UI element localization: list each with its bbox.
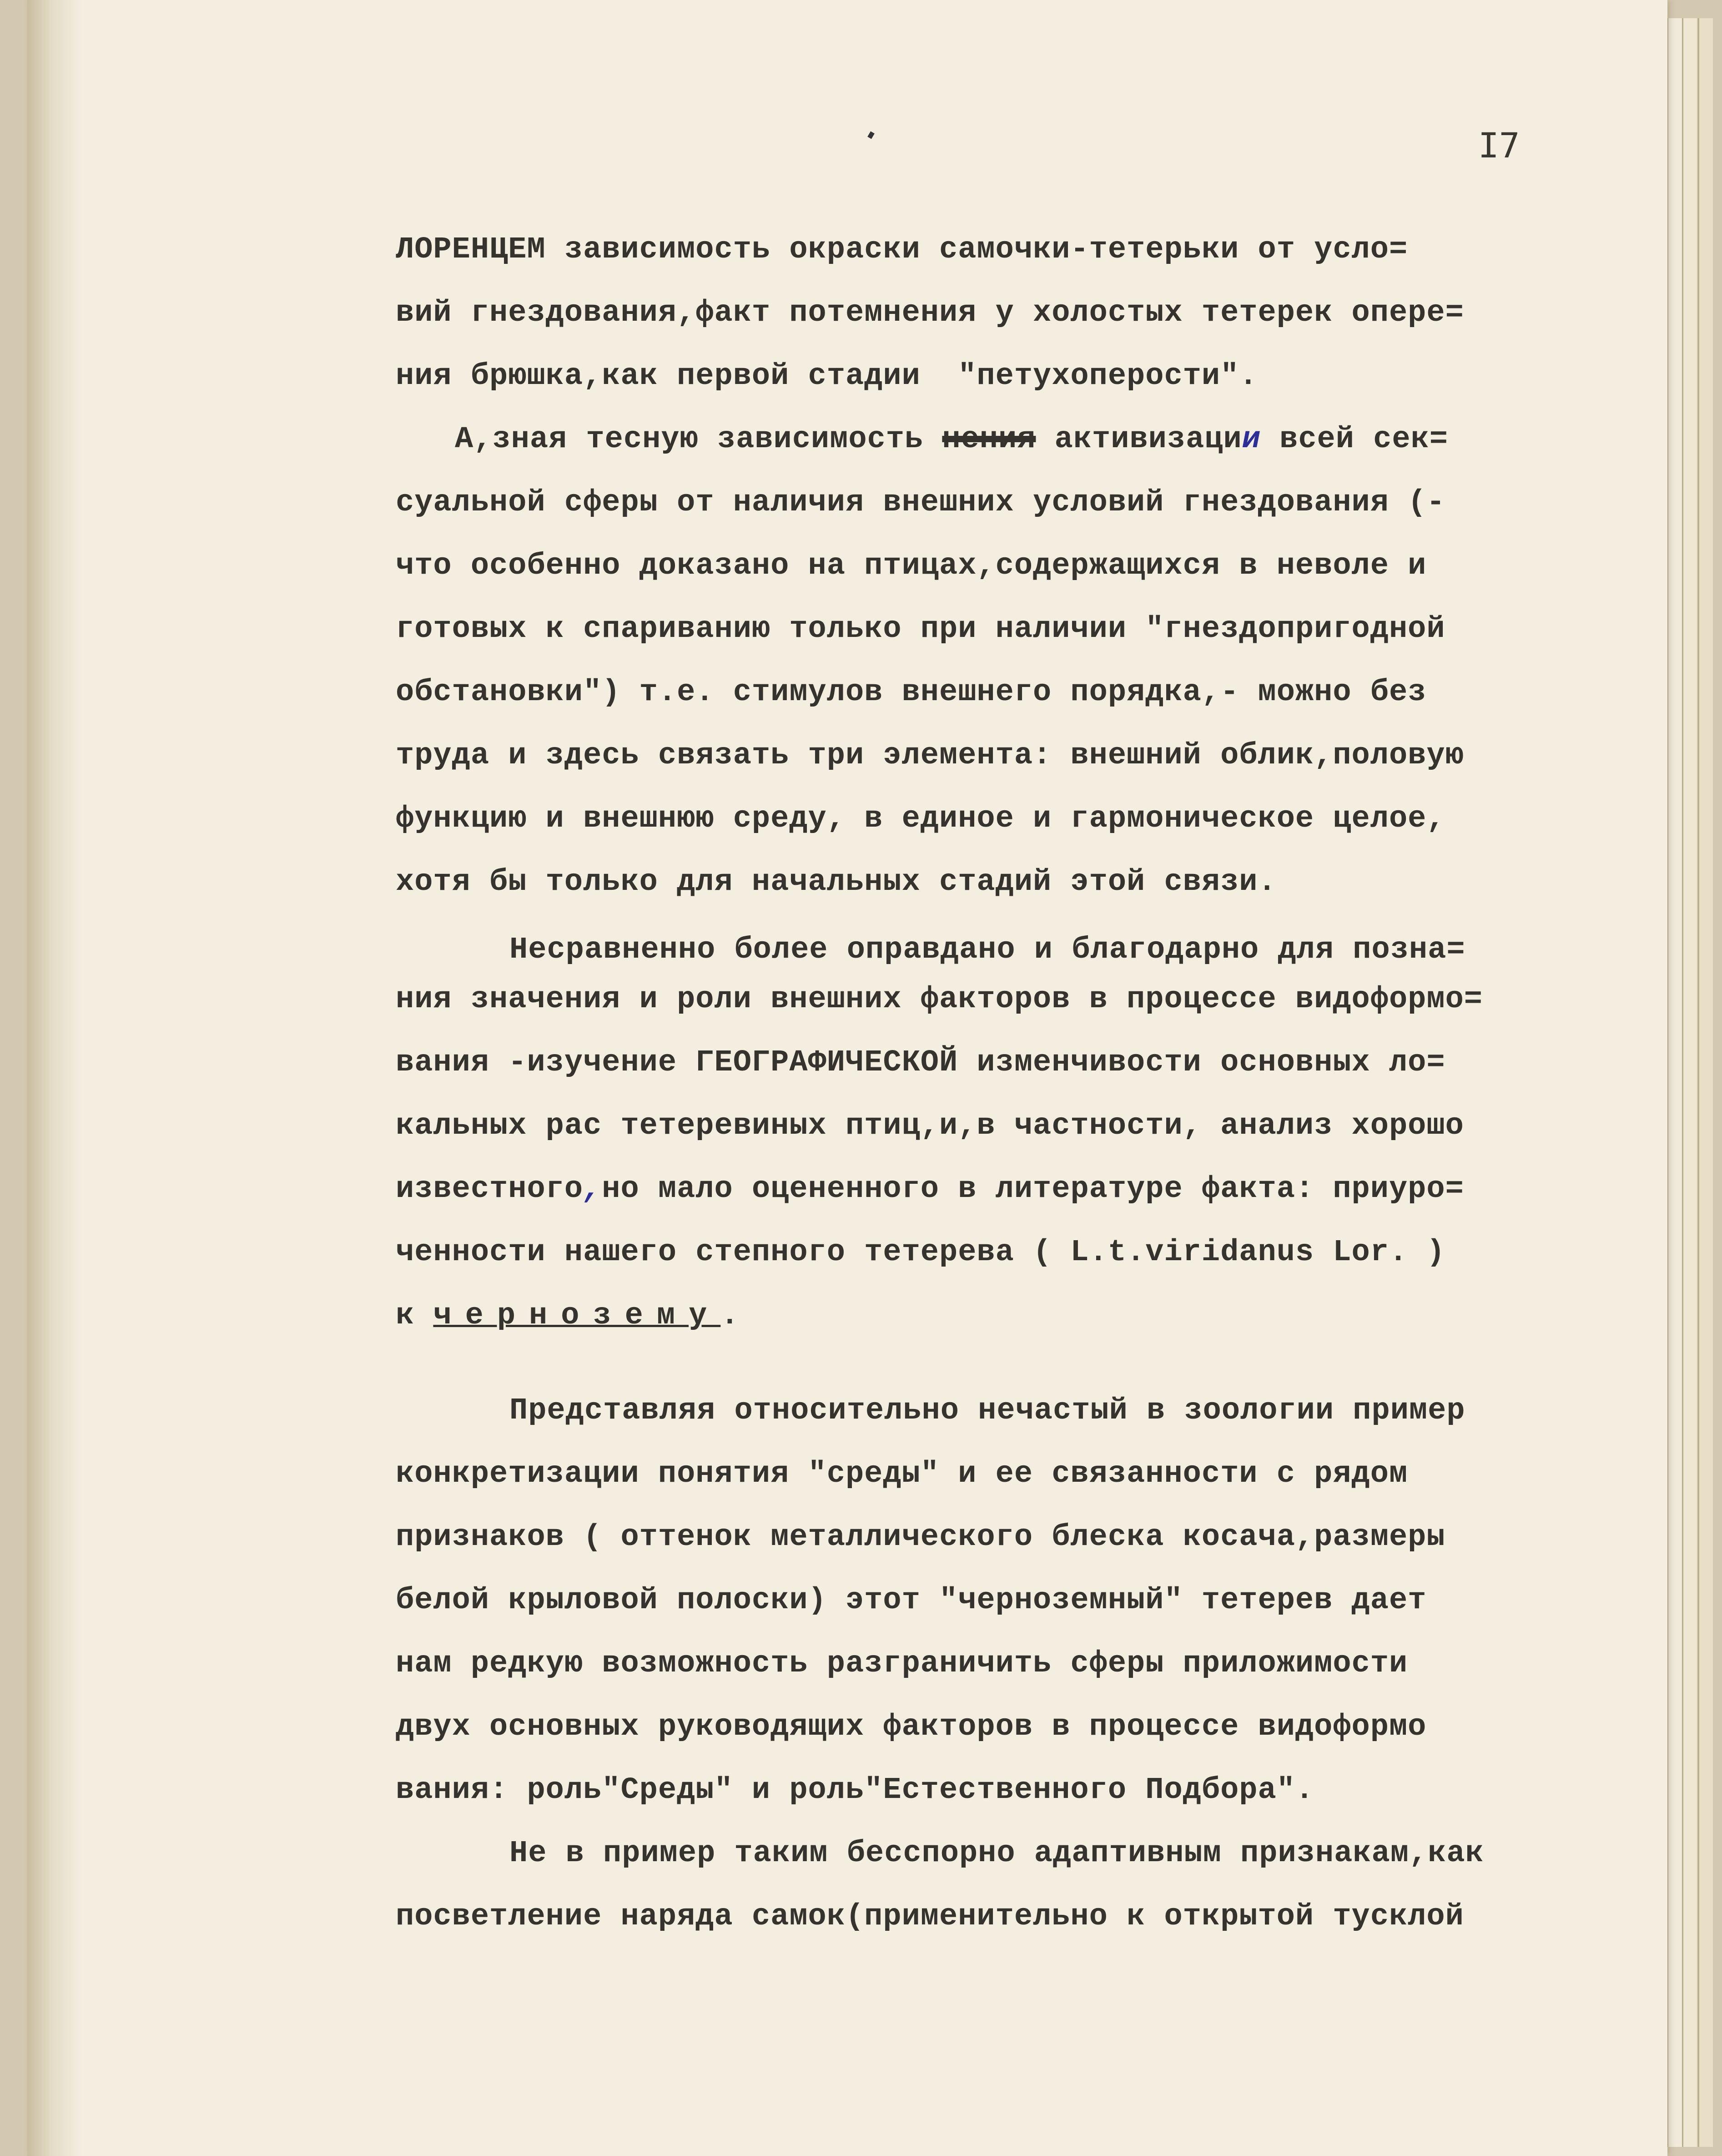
text-line: ния значения и роли внешних факторов в процессе видоформо= xyxy=(396,982,1483,1017)
text-line: Представляя относительно нечастый в зоологии пример xyxy=(509,1394,1465,1428)
emphasized-word: черноземy xyxy=(433,1298,721,1333)
text-segment: активизаци xyxy=(1036,422,1242,457)
text-segment: А,зная тесную зависимость xyxy=(455,422,924,457)
text-line: двух основных руководящих факторов в процессе видоформо xyxy=(396,1710,1427,1744)
text-line: функцию и внешнюю среду, в единое и гармоническое целое, xyxy=(396,802,1445,836)
text-segment: известного xyxy=(396,1172,584,1207)
text-line: готовых к спариванию только при наличии "гнездопригодной xyxy=(396,612,1445,646)
text-line: Не в пример таким бесспорно адаптивным признакам,как xyxy=(509,1836,1484,1871)
text-line: посветление наряда самок(применительно к открытой тусклой xyxy=(396,1899,1464,1934)
text-line: обстановки") т.е. стимулов внешнего порядка,- можно без xyxy=(396,675,1427,710)
text-segment: к xyxy=(396,1298,415,1333)
text-line: кальных рас тетеревиных птиц,и,в частности, анализ хорошо xyxy=(396,1109,1464,1143)
text-line: что особенно доказано на птицах,содержащихся в неволе и xyxy=(396,549,1427,583)
handwritten-comma: , xyxy=(583,1172,602,1207)
text-line: конкретизации понятия "среды" и ее связанности с рядом xyxy=(396,1457,1408,1491)
text-line: ния брюшка,как первой стадии "петухоперости". xyxy=(396,359,1258,394)
text-line: труда и здесь связать три элемента: внешний облик,половую xyxy=(396,738,1464,773)
text-line: ченности нашего степного тетерева ( L.t.viridanus Lor. ) xyxy=(396,1235,1445,1270)
text-segment: всей сек= xyxy=(1260,422,1449,457)
text-line: вания: роль"Среды" и роль"Естественного Подбора". xyxy=(396,1773,1314,1808)
struck-word: нения xyxy=(942,422,1036,457)
text-line: вий гнездования,факт потемнения у холостых тетерек опере= xyxy=(396,296,1464,330)
page-edge xyxy=(1698,18,1713,2147)
typewritten-text xyxy=(396,218,1551,1949)
text-line xyxy=(396,1284,1551,1348)
text-line: белой крыловой полоски) этот "черноземный" тетерев дает xyxy=(396,1583,1427,1618)
text-line: ЛОРЕНЦЕМ зависимость окраски самочки-тетерьки от усло= xyxy=(396,232,1408,267)
text-line: вания -изучение ГЕОГРАФИЧЕСКОЙ изменчивости основных ло= xyxy=(396,1045,1445,1080)
handwritten-correction: и xyxy=(1242,422,1261,457)
text-line: суальной сферы от наличия внешних условий гнездования (- xyxy=(396,485,1445,520)
text-line: Несравненно более оправдано и благодарно для позна= xyxy=(509,933,1465,967)
page-edge xyxy=(1667,18,1682,2147)
text-line: признаков ( оттенок металлического блеска косача,размеры xyxy=(396,1520,1445,1555)
text-line: нам редкую возможность разграничить сферы приложимости xyxy=(396,1646,1408,1681)
text-line: хотя бы только для начальных стадий этой связи. xyxy=(396,865,1277,899)
page-edge xyxy=(1682,18,1697,2147)
page-number: I7 xyxy=(1478,125,1520,166)
text-line xyxy=(396,408,1551,471)
text-segment: . xyxy=(720,1298,740,1333)
text-segment: но мало оцененного в литературе факта: приуро= xyxy=(602,1172,1464,1207)
text-line xyxy=(396,1158,1551,1221)
binding-shadow xyxy=(27,0,82,2156)
